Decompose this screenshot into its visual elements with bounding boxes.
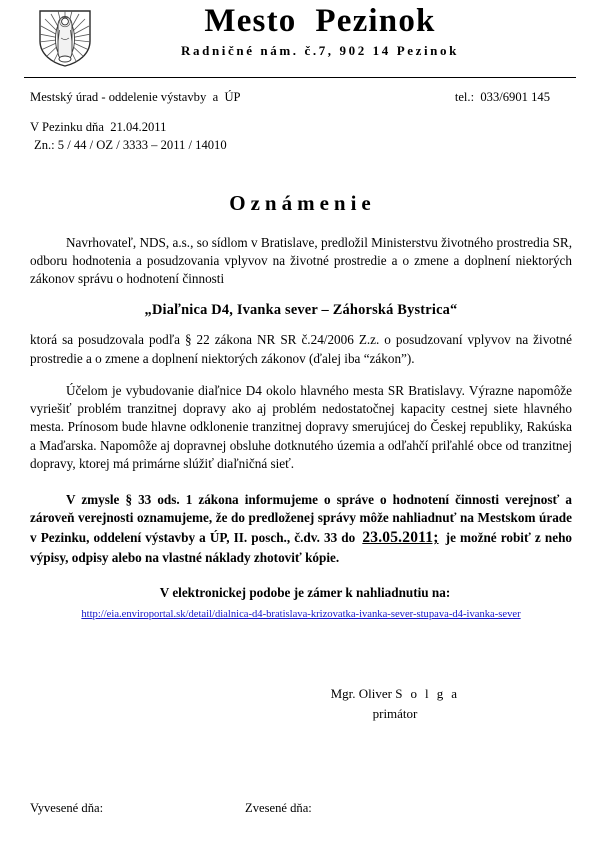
signatory-name [218, 684, 572, 704]
enviroportal-link[interactable]: http://eia.enviroportal.sk/detail/dialnica-d4-bratislava-krizovatka-ivanka-sever-stupava-d4-ivanka-sever [81, 608, 521, 620]
paragraph-legal-basis: ktorá sa posudzovala podľa § 22 zákona NR SR č.24/2006 Z.z. o posudzovaní vplyvov na životné prostredie a o zmene a doplnení niektorých zákonov (ďalej iba “zákon”). [30, 332, 572, 366]
masthead [0, 0, 600, 72]
project-title: „Diaľnica D4, Ivanka sever – Záhorská Bystrica“ [144, 302, 458, 319]
signatory-surname: S o l g a [395, 685, 460, 701]
document-body [30, 216, 572, 725]
pezinok-coat-of-arms-icon [36, 8, 94, 68]
url-row [30, 604, 572, 622]
city-name: Mesto Pezinok [204, 3, 436, 39]
office-department: Mestský úrad - oddelenie výstavby a ÚP [30, 90, 241, 104]
signatory-role: primátor [372, 706, 418, 722]
notice-text-after: je možné robiť z neho výpisy, odpisy alebo na vlastné náklady zhotoviť kópie. [30, 530, 572, 565]
signatory-name-prefix: Mgr. Oliver [330, 685, 396, 701]
document-title: Oznámenie [229, 190, 376, 215]
reference-place-date: V Pezinku dňa 21.04.2011 [30, 120, 167, 134]
city-address: Radničné nám. č.7, 902 14 Pezinok [181, 42, 459, 58]
reference-file-number: Zn.: 5 / 44 / OZ / 3333 – 2011 / 14010 [34, 137, 227, 152]
deadline-date: 23.05.2011; [362, 529, 439, 547]
reference-block [30, 119, 600, 155]
signature-block [30, 684, 572, 724]
paragraph-intro: Navrhovateľ, NDS, a.s., so sídlom v Bratislave, predložil Ministerstvu životného prostredia SR, odboru hodnotenia a posudzovania vplyvov na životné prostredie a o zmene a doplnení niektorých zákonov správu o hodnotení činnosti [30, 234, 572, 287]
paragraph-purpose: Účelom je vybudovanie diaľnice D4 okolo hlavného mesta SR Bratislavy. Výrazne napomôže vyriešiť problém tranzitnej dopravy ako aj problém nedostatočnej kapacity cestnej siete hlavného mesta. Prínosom bude hlavne odklonenie tranzitnej dopravy smerujúcej do Českej republiky, Rakúska a Maďarska. Napomôže aj dopravnej obsluhe dotknutého územia a odľahčí priľahlé obce od tranzitnej dopravy, ktorej má primárne slúžiť diaľničná sieť. [30, 382, 572, 471]
office-phone: tel.: 033/6901 145 [454, 90, 550, 104]
header-divider [24, 77, 576, 78]
footer [0, 801, 600, 816]
notice-text-before: V zmysle § 33 ods. 1 zákona informujeme o správe o hodnotení činnosti verejnosť a zároveň verejnosti oznamujeme, že do predloženej správy môže nahliadnuť na Mestskom úrade v Pezinku, oddelení výstavby a ÚP, II. posch., č.dv. 33 do [30, 491, 572, 546]
electronic-form-heading: V elektronickej podobe je zámer k nahliadnutiu na: [159, 584, 451, 600]
posted-date-label: Vyvesené dňa: [30, 801, 104, 815]
removed-date-label: Zvesené dňa: [245, 801, 312, 815]
office-line [30, 90, 572, 105]
paragraph-public-notice [30, 491, 572, 567]
